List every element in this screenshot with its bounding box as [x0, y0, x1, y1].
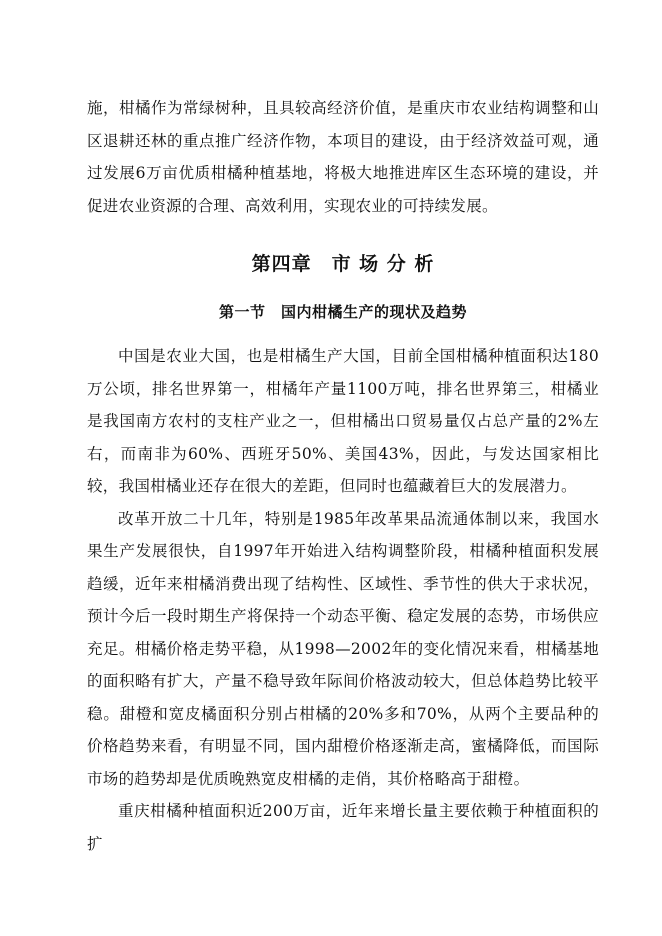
document-page: [87, 92, 599, 860]
body-paragraph: 中国是农业大国，也是柑橘生产大国，目前全国柑橘种植面积达180万公顷，排名世界第一，柑橘年产量1100万吨，排名世界第三，柑橘业是我国南方农村的支柱产业之一，但柑橘出口贸易量仅占总产量的2%左右，而南非为60%、西班牙50%、美国43%，因此，与发达国家相比较，我国柑橘业还存在很大的差距，但同时也蕴藏着巨大的发展潜力。: [87, 347, 599, 495]
section-title: 第一节 国内柑橘生产的现状及趋势: [218, 303, 467, 321]
body-paragraph: 改革开放二十几年，特别是1985年改革果品流通体制以来，我国水果生产发展很快，自1997年开始进入结构调整阶段，柑橘种植面积发展趋缓，近年来柑橘消费出现了结构性、区域性、季节性的供大于求状况，预计今后一段时期生产将保持一个动态平衡、稳定发展的态势，市场供应充足。柑橘价格走势平稳，从1998—2002年的变化情况来看，柑橘基地的面积略有扩大，产量不稳导致年际间价格波动较大，但总体趋势比较平稳。甜橙和宽皮橘面积分别占柑橘的20%多和70%，从两个主要品种的价格趋势来看，有明显不同，国内甜橙价格逐渐走高，蜜橘降低，而国际市场的趋势却是优质晚熟宽皮柑橘的走俏，其价格略高于甜橙。: [87, 509, 599, 788]
chapter-title: 第四章 市 场 分 析: [251, 253, 435, 275]
intro-paragraph: 施，柑橘作为常绿树种，且具较高经济价值，是重庆市农业结构调整和山区退耕还林的重点推广经济作物，本项目的建设，由于经济效益可观，通过发展6万亩优质柑橘种植基地，将极大地推进库区生态环境的建设，并促进农业资源的合理、高效利用，实现农业的可持续发展。: [87, 99, 599, 215]
body-paragraph: 重庆柑橘种植面积近200万亩，近年来增长量主要依赖于种植面积的扩: [87, 802, 599, 853]
